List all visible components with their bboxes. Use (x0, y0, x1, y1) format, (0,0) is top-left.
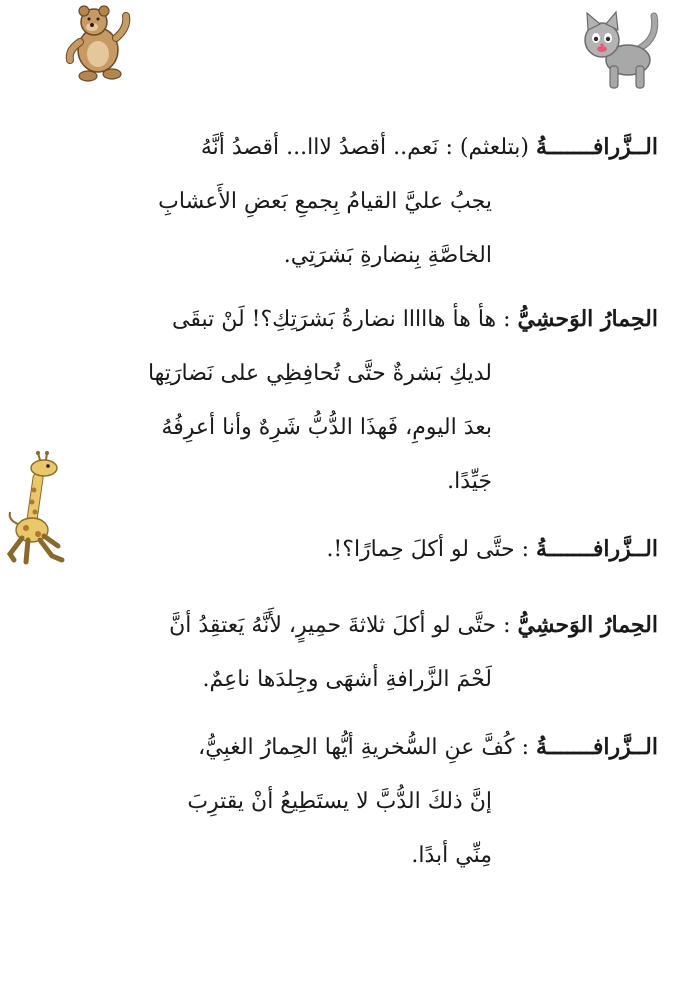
dialogue-line (58, 598, 658, 653)
dialogue-text: : حتَّى لو أكلَ ثلاثةَ حمِيرٍ، لأَنَّهُ يَعتقِدُ أنَّ (169, 613, 511, 638)
dialogue-line: يجبُ عليَّ القيامُ بِجمعِ بَعضِ الأَعشابِ (158, 189, 492, 214)
speaker-name: الحِمارُ الوَحشِيُّ (517, 612, 658, 638)
bear-icon (70, 6, 127, 81)
cat-icon (585, 12, 655, 88)
dialogue-block (58, 120, 658, 283)
dialogue-block (58, 292, 658, 509)
speaker-name: الــزَّرافـــــــةُ (535, 536, 658, 562)
giraffe-icon (10, 451, 62, 562)
dialogue-line: الخاصَّةِ بِنضارةِ بَشرَتِي. (283, 243, 492, 268)
dialogue-line: جَيِّدًا. (447, 469, 492, 494)
dialogue-line: لَحْمَ الزَّرافةِ أشهَى وجِلدَها ناعِمٌ. (202, 667, 492, 692)
speaker-name: الــزَّرافـــــــةُ (535, 734, 658, 760)
dialogue-line: بعدَ اليومِ، فَهذَا الدُّبُّ شَرِهٌ وأنا أعرِفُهُ (161, 415, 492, 440)
bear-illustration (58, 2, 138, 84)
dialogue-block (58, 522, 658, 577)
speaker-name: الــزَّرافـــــــةُ (535, 134, 658, 160)
cat-illustration (578, 8, 664, 94)
dialogue-text: : هأ هأ هااااا نضارةُ بَشرَتِكِ؟! لَنْ تبقَى (172, 307, 511, 332)
dialogue-text: (بتلعثم) : نَعم.. أقصدُ لااا... أقصدُ أنَّهُ (200, 135, 529, 160)
dialogue-block (58, 720, 658, 883)
dialogue-line: لديكِ بَشرةٌ حتَّى تُحافِظِي على نَضارَتِها (147, 361, 492, 386)
dialogue-text: : كُفَّ عنِ السُّخريةِ أيُّها الحِمارُ الغبِيُّ، (198, 735, 529, 760)
dialogue-line (58, 120, 658, 175)
dialogue-line: مِنِّي أبدًا. (411, 843, 492, 868)
dialogue-line (58, 292, 658, 347)
dialogue-block (58, 598, 658, 707)
dialogue-text: : حتَّى لو أكلَ حِمارًا؟!. (326, 537, 529, 562)
dialogue-line: إنَّ ذلكَ الدُّبَّ لا يستَطِيعُ أنْ يقترِبَ (187, 789, 492, 814)
dialogue-line (58, 522, 658, 577)
dialogue-line (58, 720, 658, 775)
speaker-name: الحِمارُ الوَحشِيُّ (517, 306, 658, 332)
